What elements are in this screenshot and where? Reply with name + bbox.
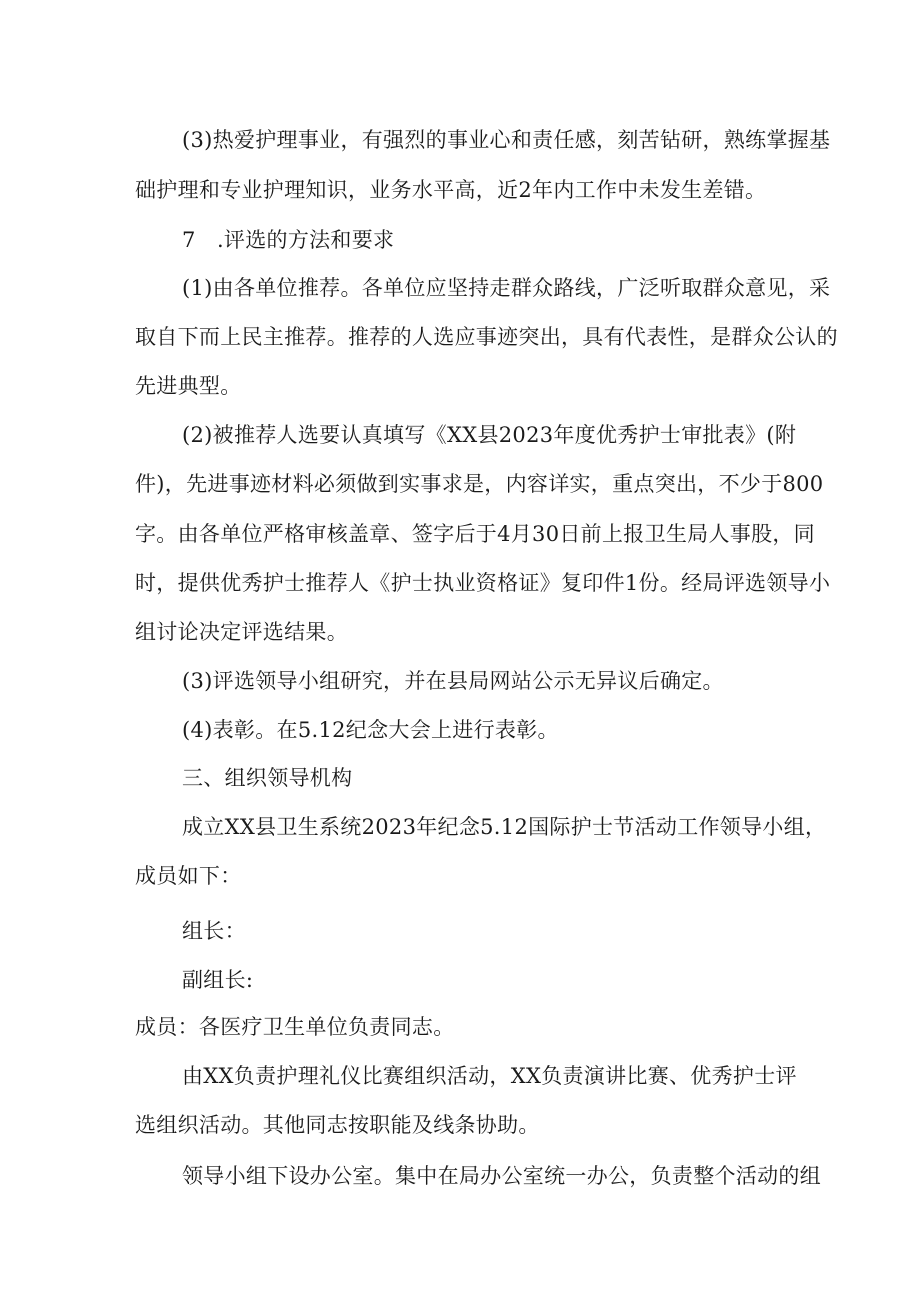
paragraph-line: 组长： xyxy=(182,919,246,943)
section-heading: 7 .评选的方法和要求 xyxy=(182,228,395,252)
paragraph-line: 副组长: xyxy=(182,968,254,992)
paragraph-line: 成立XX县卫生系统2023年纪念5.12国际护士节活动工作领导小组， xyxy=(182,815,827,839)
paragraph-line: 时，提供优秀护士推荐人《护士执业资格证》复印件1份。经局评选领导小 xyxy=(135,571,831,595)
paragraph-line: 由XX负责护理礼仪比赛组织活动，XX负责演讲比赛、优秀护士评 xyxy=(182,1064,797,1088)
paragraph-line: 领导小组下设办公室。集中在局办公室统一办公，负责整个活动的组 xyxy=(182,1164,821,1188)
paragraph-line: (3)热爱护理事业，有强烈的事业心和责任感，刻苦钻研，熟练掌握基 xyxy=(182,128,831,152)
paragraph-line: 成员：各医疗卫生单位负责同志。 xyxy=(135,1015,455,1039)
paragraph-line: 组讨论决定评选结果。 xyxy=(135,620,348,644)
paragraph-line: 先进典型。 xyxy=(135,374,242,398)
section-heading: 三、组织领导机构 xyxy=(182,766,353,790)
paragraph-line: 选组织活动。其他同志按职能及线条协助。 xyxy=(135,1113,540,1137)
paragraph-line: (2)被推荐人选要认真填写《XX县2023年度优秀护士审批表》(附 xyxy=(182,423,797,447)
paragraph-line: 成员如下： xyxy=(135,864,242,888)
paragraph-line: 件)，先进事迹材料必须做到实事求是，内容详实，重点突出，不少于800 xyxy=(135,472,824,496)
paragraph-line: 础护理和专业护理知识，业务水平高，近2年内工作中未发生差错。 xyxy=(135,178,767,202)
paragraph-line: (4)表彰。在5.12纪念大会上进行表彰。 xyxy=(182,718,559,742)
paragraph-line: (1)由各单位推荐。各单位应坚持走群众路线，广泛听取群众意见，采 xyxy=(182,276,831,300)
paragraph-line: (3)评选领导小组研究，并在县局网站公示无异议后确定。 xyxy=(182,669,724,693)
paragraph-line: 字。由各单位严格审核盖章、签字后于4月30日前上报卫生局人事股，同 xyxy=(135,522,815,546)
paragraph-line: 取自下而上民主推荐。推荐的人选应事迹突出，具有代表性，是群众公认的 xyxy=(135,325,838,349)
